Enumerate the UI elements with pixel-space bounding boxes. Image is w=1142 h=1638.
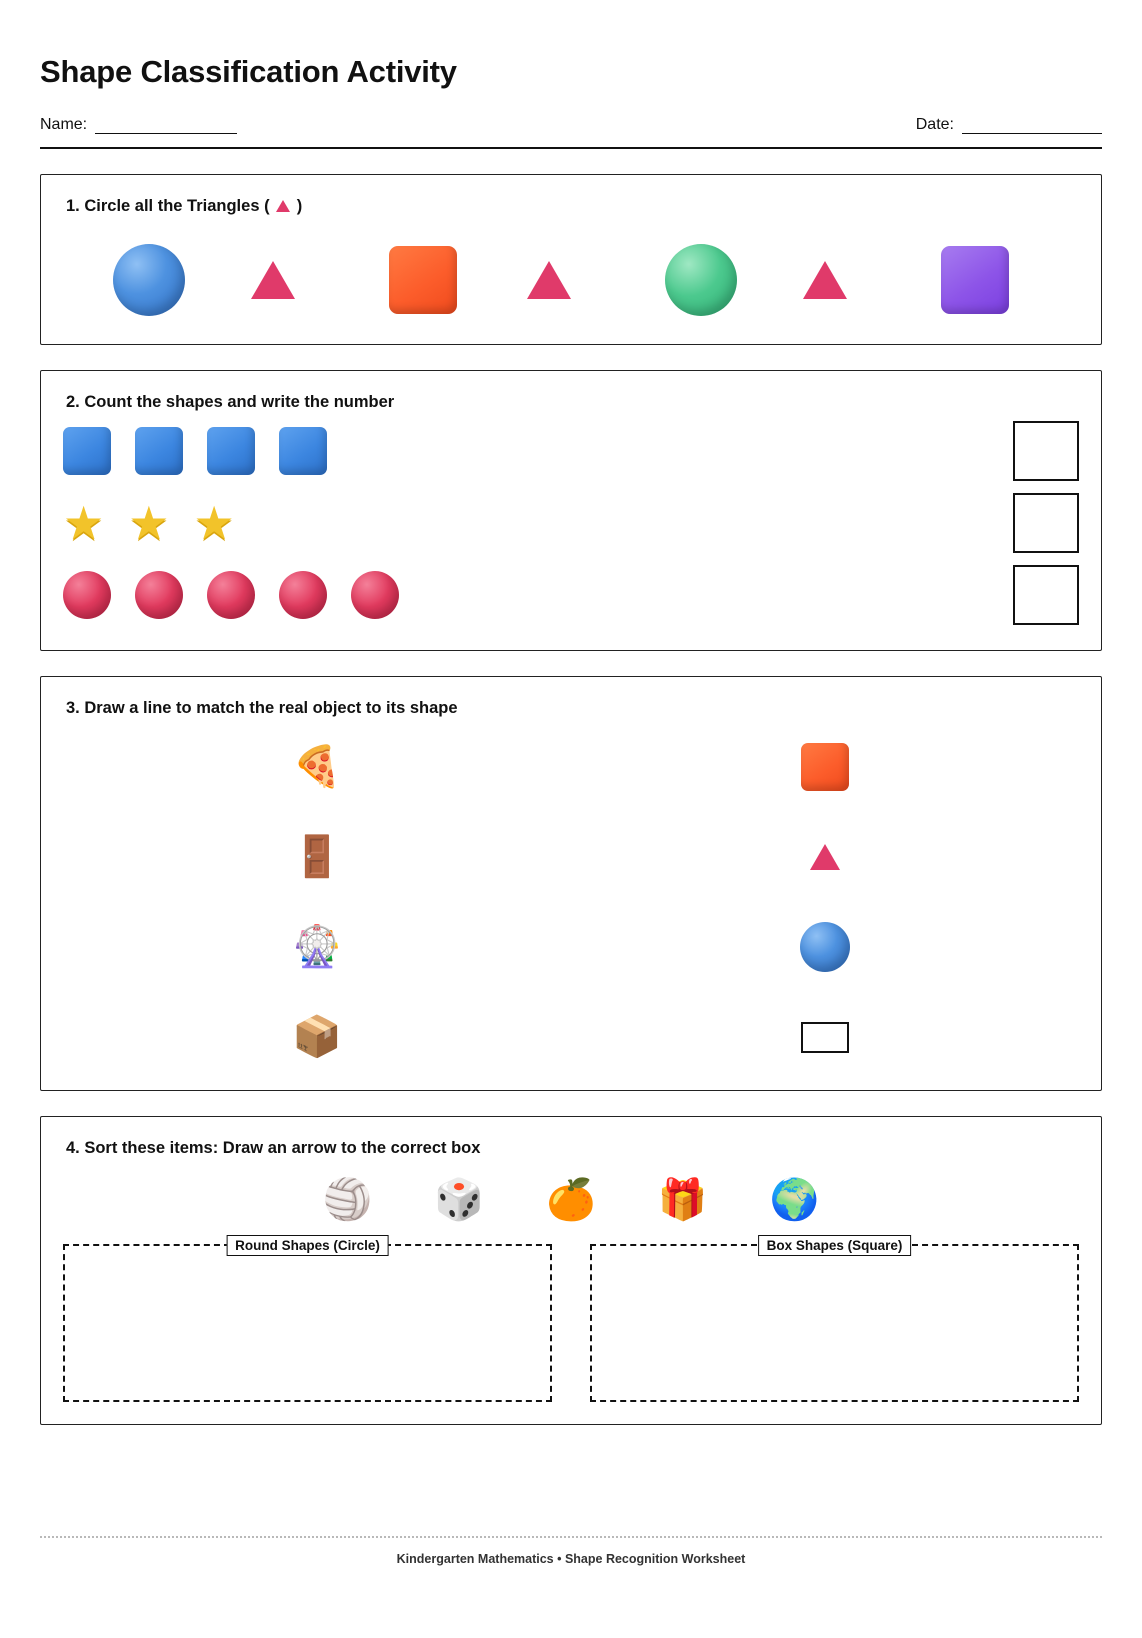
shape-slot[interactable] [665,238,803,322]
shape-slot[interactable] [113,238,251,322]
answer-box-stars[interactable] [1013,493,1079,553]
count-line [63,490,989,556]
pizza-icon: 🍕 [292,745,342,789]
match-object-package[interactable] [63,1017,571,1057]
shape-slot[interactable] [389,238,527,322]
section-2-title: 2. Count the shapes and write the number [66,393,395,411]
red-circle-shape [135,571,183,619]
globe-icon[interactable]: 🌍 [769,1178,820,1222]
blue-square-shape [279,427,327,475]
yellow-star-icon: ★ [63,497,105,549]
triangle-icon [276,200,290,212]
answer-box-squares[interactable] [1013,421,1079,481]
count-line [63,562,989,628]
match-grid [63,736,1079,1068]
orange-square-shape [801,743,849,791]
page-title: Shape Classification Activity [40,54,457,89]
date-field-group [916,116,1102,134]
dice-icon[interactable]: 🎲 [434,1178,485,1222]
pink-triangle-shape [810,844,840,870]
section-1-shape-row [63,238,1079,322]
package-icon: 📦 [292,1015,342,1059]
name-label: Name: [40,116,88,133]
gift-box-icon[interactable]: 🎁 [657,1178,708,1222]
green-circle-shape[interactable] [665,244,737,316]
match-object-wheel[interactable] [63,927,571,967]
pink-triangle-shape[interactable] [527,261,571,299]
match-row [63,1006,1079,1068]
bookshelf-icon: 🚪 [292,835,342,879]
pink-triangle-shape[interactable] [803,261,847,299]
header-divider [40,147,1102,149]
pink-triangle-shape[interactable] [251,261,295,299]
red-circle-shape [279,571,327,619]
sort-drop-boxes [63,1238,1079,1402]
blue-circle-shape[interactable] [113,244,185,316]
footer-text: Kindergarten Mathematics • Shape Recognition Worksheet [396,1552,746,1566]
section-3-title: 3. Draw a line to match the real object to its shape [66,699,458,717]
date-input-line[interactable] [962,119,1102,134]
purple-square-shape[interactable] [941,246,1009,314]
count-row-stars [63,490,1079,556]
match-row [63,916,1079,978]
count-line [63,418,989,484]
volleyball-icon[interactable]: 🏐 [322,1178,373,1222]
orange-square-shape[interactable] [389,246,457,314]
blue-square-shape [135,427,183,475]
blue-square-shape [63,427,111,475]
match-shape-outline-rectangle[interactable] [571,1022,1079,1053]
section-1-title-suffix: ) [296,197,303,215]
name-field-group [40,116,237,134]
blue-square-shape [207,427,255,475]
match-row [63,826,1079,888]
shape-slot[interactable] [251,238,389,322]
section-4-title: 4. Sort these items: Draw an arrow to the correct box [66,1139,481,1157]
match-object-pizza[interactable] [63,747,571,787]
section-circle-triangles [40,174,1102,345]
red-circle-shape [351,571,399,619]
red-circle-shape [63,571,111,619]
yellow-star-icon: ★ [128,497,170,549]
yellow-star-icon: ★ [193,497,235,549]
sort-box-square[interactable] [590,1238,1079,1402]
sort-box-round-label: Round Shapes (Circle) [226,1235,389,1256]
match-object-bookshelf[interactable] [63,837,571,877]
section-sort-items [40,1116,1102,1425]
shape-slot[interactable] [527,238,665,322]
wheel-icon: 🎡 [292,925,342,969]
outline-rectangle-shape [801,1022,849,1053]
student-info-row [40,116,1102,134]
match-row [63,736,1079,798]
count-row-squares [63,418,1079,484]
sort-box-square-label: Box Shapes (Square) [758,1235,912,1256]
red-circle-shape [207,571,255,619]
orange-fruit-icon[interactable]: 🍊 [546,1178,596,1222]
shape-slot[interactable] [941,238,1079,322]
blue-circle-shape [800,922,850,972]
date-label: Date: [915,116,954,133]
match-shape-pink-triangle[interactable] [571,844,1079,870]
name-input-line[interactable] [95,119,237,134]
section-1-title [66,197,1079,216]
section-match-objects [40,676,1102,1091]
sort-item-strip [63,1180,1079,1220]
page-footer [40,1536,1102,1566]
shape-slot[interactable] [803,238,941,322]
section-count-shapes [40,370,1102,651]
sort-box-round[interactable] [63,1238,552,1402]
section-1-title-prefix: 1. Circle all the Triangles ( [66,197,270,215]
match-shape-blue-circle[interactable] [571,922,1079,972]
count-row-circles [63,562,1079,628]
answer-box-circles[interactable] [1013,565,1079,625]
footer-divider [40,1536,1102,1538]
match-shape-orange-square[interactable] [571,743,1079,791]
